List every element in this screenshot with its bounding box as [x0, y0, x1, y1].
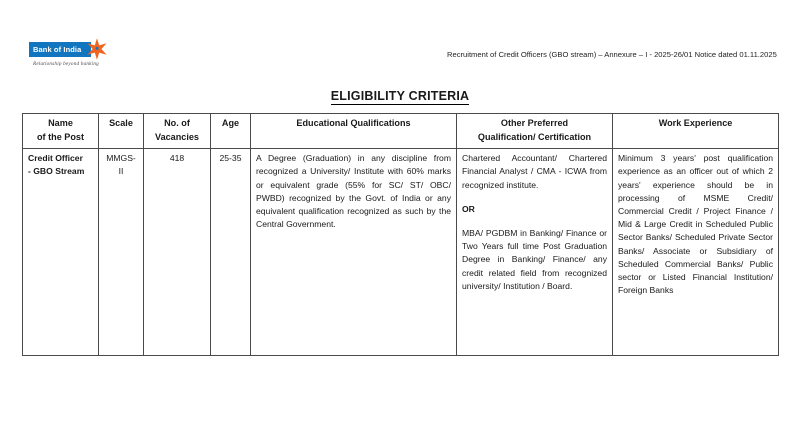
column-header-vacancies	[144, 114, 211, 149]
logo-mark	[29, 42, 111, 59]
logo-bank-name: Bank of India	[33, 45, 82, 54]
column-header-education: Educational Qualifications	[251, 114, 457, 149]
cell-education-text: A Degree (Graduation) in any discipline from recognized a University/ Institute with 60% marks or equivalent grade (55% for SC/ ST/ OBC/ PWBD) recognized by the Govt. of India or any equivalent qualification recognized as such by the Central Government.	[256, 153, 451, 230]
eligibility-criteria-table-wrapper	[22, 113, 778, 356]
column-header-name-line2: of the Post	[37, 131, 84, 142]
cell-age: 25-35	[211, 149, 251, 356]
column-header-name-of-post	[23, 114, 99, 149]
column-header-vacancies-line2: Vacancies	[155, 131, 199, 142]
column-header-age: Age	[211, 114, 251, 149]
column-header-scale: Scale	[99, 114, 144, 149]
cell-work-experience	[613, 149, 779, 356]
table-body	[23, 149, 779, 356]
column-header-work-experience: Work Experience	[613, 114, 779, 149]
cell-other-part2: MBA/ PGDBM in Banking/ Finance or Two Years full time Post Graduation Degree in Banking/ Finance/ any credit related field from recognized university/ Institution / Board.	[462, 228, 607, 291]
cell-other-connector: OR	[462, 203, 475, 214]
column-header-other-line1: Other Preferred	[500, 118, 569, 128]
bank-of-india-logo	[29, 42, 119, 67]
eligibility-criteria-table	[22, 113, 779, 356]
cell-vacancies: 418	[144, 149, 211, 356]
logo-tagline: Relationship beyond banking	[33, 61, 99, 67]
cell-other-part1: Chartered Accountant/ Chartered Financial Analyst / CMA - ICWA from recognized institute.	[462, 153, 607, 190]
cell-other-qualification	[457, 149, 613, 356]
column-header-name-line1: Name	[48, 118, 73, 128]
document-header	[0, 38, 800, 74]
cell-post-name-line1: Credit Officer	[28, 153, 83, 164]
document-reference-line: Recruitment of Credit Officers (GBO stream) – Annexure – I - 2025-26/01 Notice dated 01.11.2025	[447, 50, 777, 59]
table-header	[23, 114, 779, 149]
cell-work-experience-text: Minimum 3 years' post qualification experience as an officer out of which 2 years' experience should be in processing of MSME Credit/ Commercial Credit / Project Finance / Mid & Large Credit in Scheduled Public Sector Banks/ Scheduled Private Sector Banks/ Associate or Subsidiary of Scheduled Commercial Banks/ Public sector or Listed Financial Institution/ Foreign Banks	[618, 153, 773, 296]
column-header-other-line2: Qualification/ Certification	[477, 131, 592, 142]
column-header-other-qualification	[457, 114, 613, 149]
table-header-row	[23, 114, 779, 149]
star-icon	[85, 37, 109, 61]
column-header-vacancies-line1: No. of	[164, 118, 190, 128]
cell-post-name	[23, 149, 99, 356]
cell-scale: MMGS-II	[99, 149, 144, 356]
table-row	[23, 149, 779, 356]
page-title-text: ELIGIBILITY CRITERIA	[330, 89, 470, 103]
cell-post-name-line2: - GBO Stream	[28, 166, 85, 177]
cell-education	[251, 149, 457, 356]
page-title	[0, 89, 800, 103]
